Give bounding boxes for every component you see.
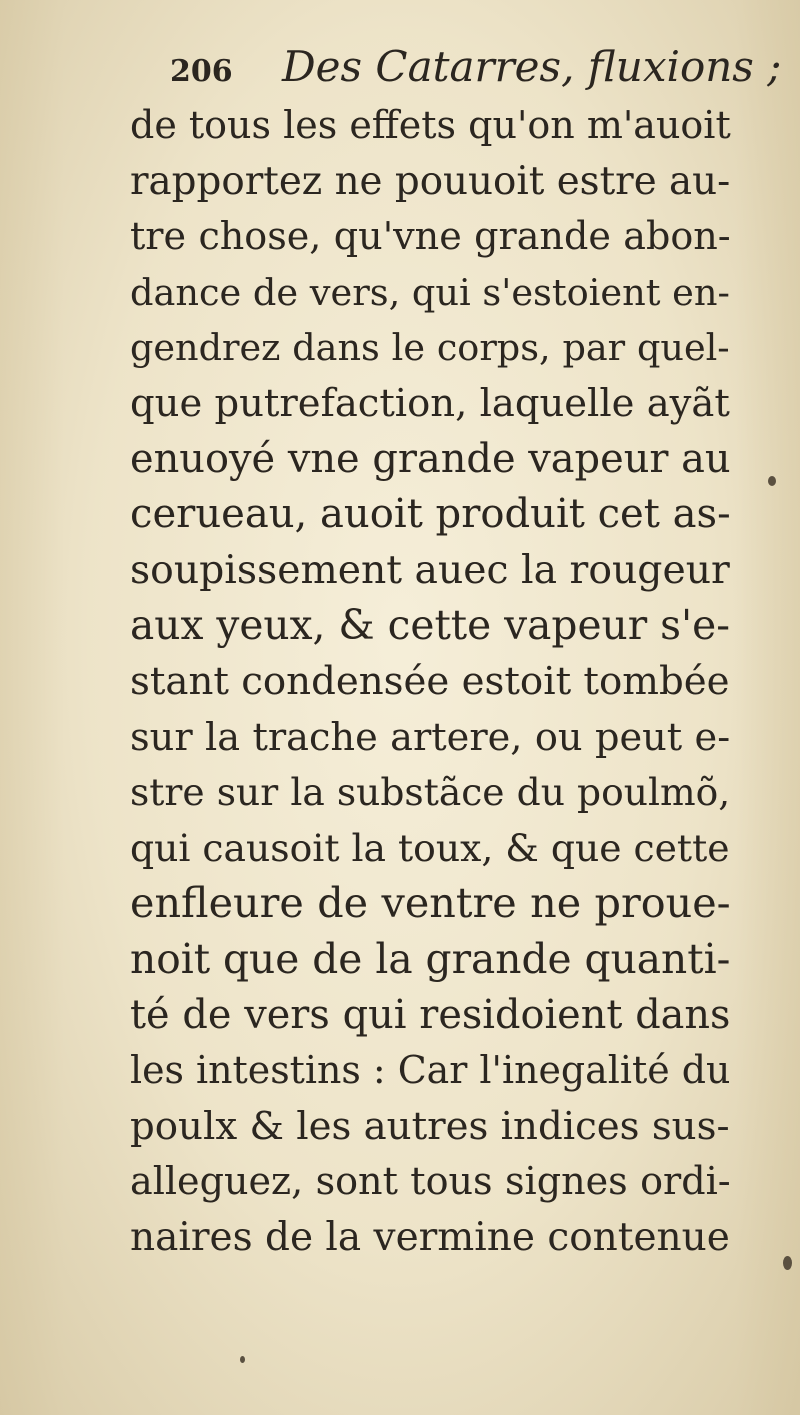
- text-line: rapportez ne pouuoit estre au-: [130, 158, 731, 204]
- text-line: cerueau, auoit produit cet as-: [130, 491, 731, 538]
- text-line: les intestins : Car l'inegalité du: [130, 1048, 731, 1093]
- text-line: naires de la vermine contenue: [130, 1214, 730, 1260]
- ink-spot: [240, 1356, 245, 1363]
- text-line: aux yeux, & cette vapeur s'e-: [130, 601, 731, 650]
- page-header: [170, 42, 782, 98]
- body-text: [130, 98, 750, 1265]
- text-line: stre sur la substãce du poulmõ,: [130, 770, 731, 815]
- text-line: qui causoit la toux, & que cette: [130, 825, 730, 870]
- text-line: sur la trache artere, ou peut e-: [130, 714, 731, 760]
- text-line: alleguez, sont tous signes ordi-: [130, 1159, 731, 1204]
- text-line: tre chose, qu'vne grande abon-: [130, 214, 731, 259]
- text-line: enfleure de ventre ne proue-: [130, 879, 731, 928]
- text-line: que putrefaction, laquelle ayãt: [130, 380, 730, 426]
- text-line: enuoyé vne grande vapeur au: [130, 435, 731, 482]
- page-number: 206: [170, 54, 233, 89]
- text-line: gendrez dans le corps, par quel-: [130, 326, 730, 370]
- text-line: stant condensée estoit tombée: [130, 658, 730, 704]
- running-title: Des Catarres, fluxions ;: [282, 42, 782, 91]
- text-line: soupissement auec la rougeur: [130, 547, 730, 593]
- text-line: noit que de la grande quanti-: [130, 934, 731, 983]
- ink-spot: [783, 1256, 792, 1270]
- text-line: poulx & les autres indices sus-: [130, 1103, 730, 1149]
- text-line: dance de vers, qui s'estoient en-: [130, 270, 730, 314]
- ink-spot: [768, 476, 776, 486]
- text-line: de tous les effets qu'on m'auoit: [130, 103, 731, 147]
- text-line: té de vers qui residoient dans: [130, 991, 731, 1038]
